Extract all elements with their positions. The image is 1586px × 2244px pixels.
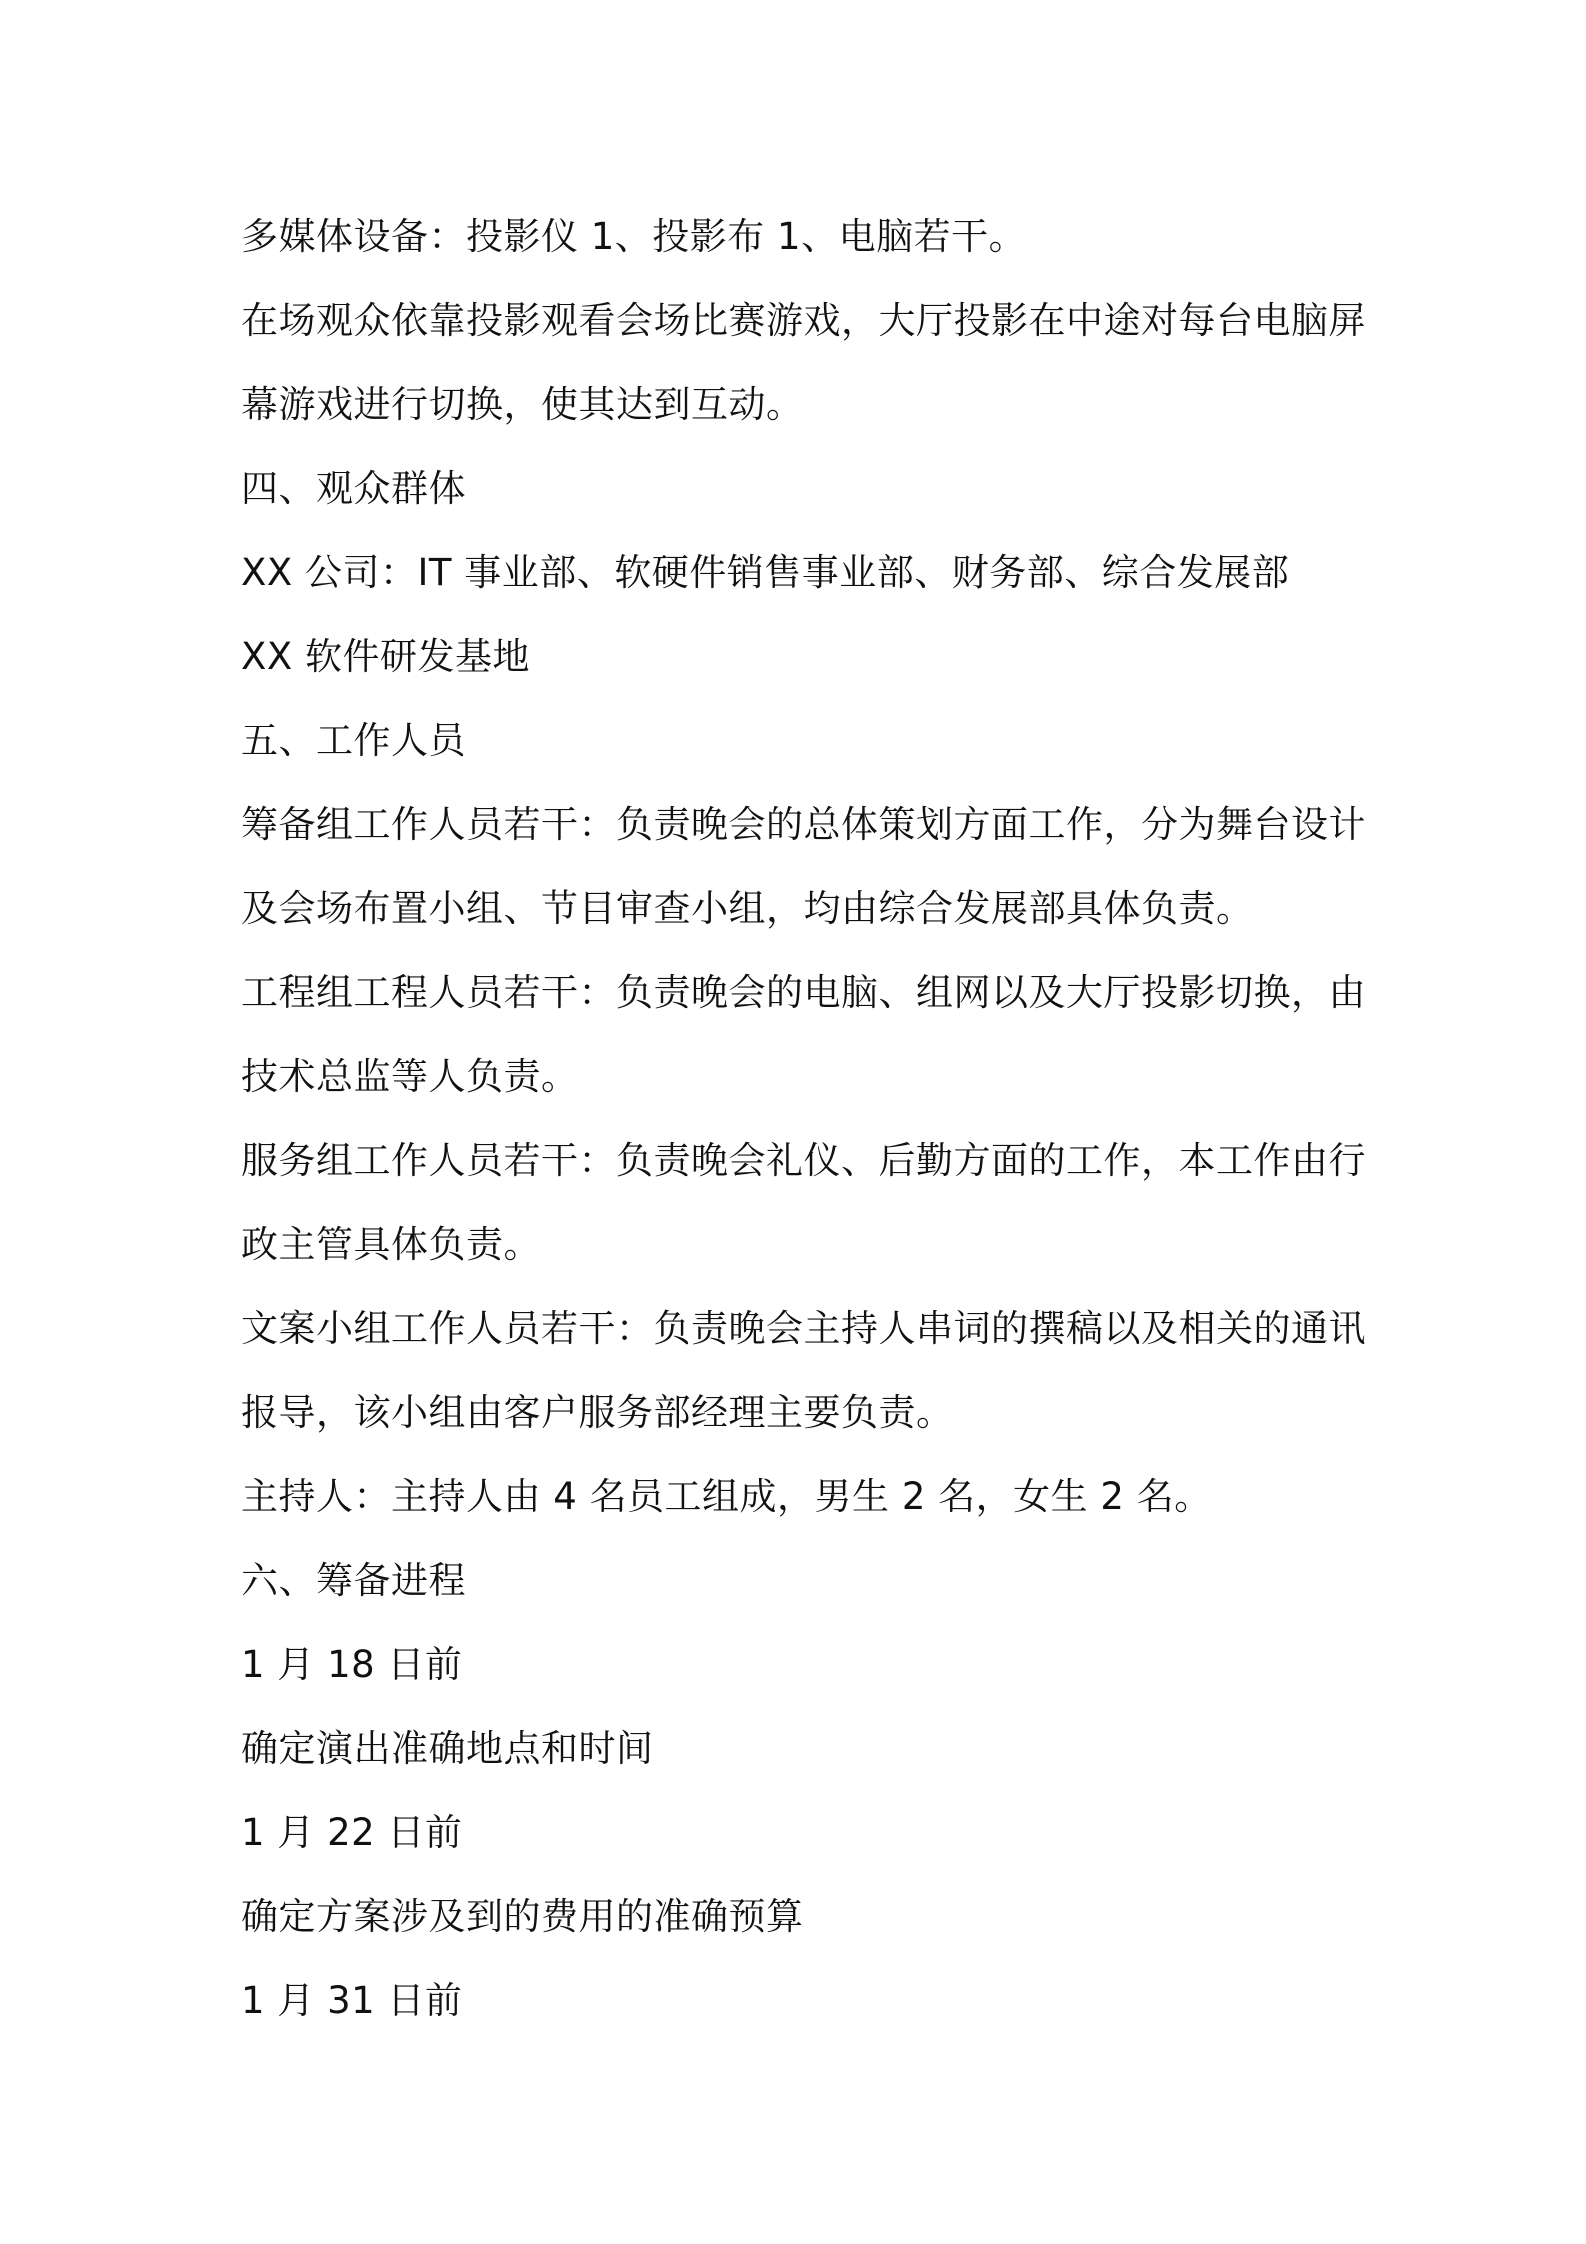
schedule-date-jan-18: 1 月 18 日前 [241,1643,463,1686]
schedule-date-jan-31: 1 月 31 日前 [241,1979,463,2022]
paragraph-engineering-group-line-1: 工程组工程人员若干：负责晚会的电脑、组网以及大厅投影切换，由 [241,971,1366,1014]
paragraph-hosts: 主持人：主持人由 4 名员工组成，男生 2 名，女生 2 名。 [241,1475,1212,1518]
schedule-task-budget: 确定方案涉及到的费用的准确预算 [241,1895,804,1938]
section-heading-audience: 四、观众群体 [241,467,466,510]
paragraph-company-departments: XX 公司：IT 事业部、软硬件销售事业部、财务部、综合发展部 [241,551,1290,594]
paragraph-copywriting-group-line-1: 文案小组工作人员若干：负责晚会主持人串词的撰稿以及相关的通讯 [241,1307,1366,1350]
paragraph-software-base: XX 软件研发基地 [241,635,530,678]
paragraph-projection-line-2: 幕游戏进行切换，使其达到互动。 [241,383,804,426]
paragraph-copywriting-group-line-2: 报导，该小组由客户服务部经理主要负责。 [241,1391,954,1434]
paragraph-prep-group-line-2: 及会场布置小组、节目审查小组，均由综合发展部具体负责。 [241,887,1254,930]
document-body [241,195,1366,2043]
paragraph-multimedia-equipment: 多媒体设备：投影仪 1、投影布 1、电脑若干。 [241,215,1027,258]
paragraph-engineering-group-line-2: 技术总监等人负责。 [241,1055,579,1098]
paragraph-service-group-line-1: 服务组工作人员若干：负责晚会礼仪、后勤方面的工作，本工作由行 [241,1139,1366,1182]
section-heading-schedule: 六、筹备进程 [241,1559,466,1602]
paragraph-projection-line-1: 在场观众依靠投影观看会场比赛游戏，大厅投影在中途对每台电脑屏 [241,299,1366,342]
paragraph-prep-group-line-1: 筹备组工作人员若干：负责晚会的总体策划方面工作，分为舞台设计 [241,803,1366,846]
paragraph-service-group-line-2: 政主管具体负责。 [241,1223,541,1266]
schedule-task-venue-time: 确定演出准确地点和时间 [241,1727,654,1770]
schedule-date-jan-22: 1 月 22 日前 [241,1811,463,1854]
section-heading-staff: 五、工作人员 [241,719,466,762]
